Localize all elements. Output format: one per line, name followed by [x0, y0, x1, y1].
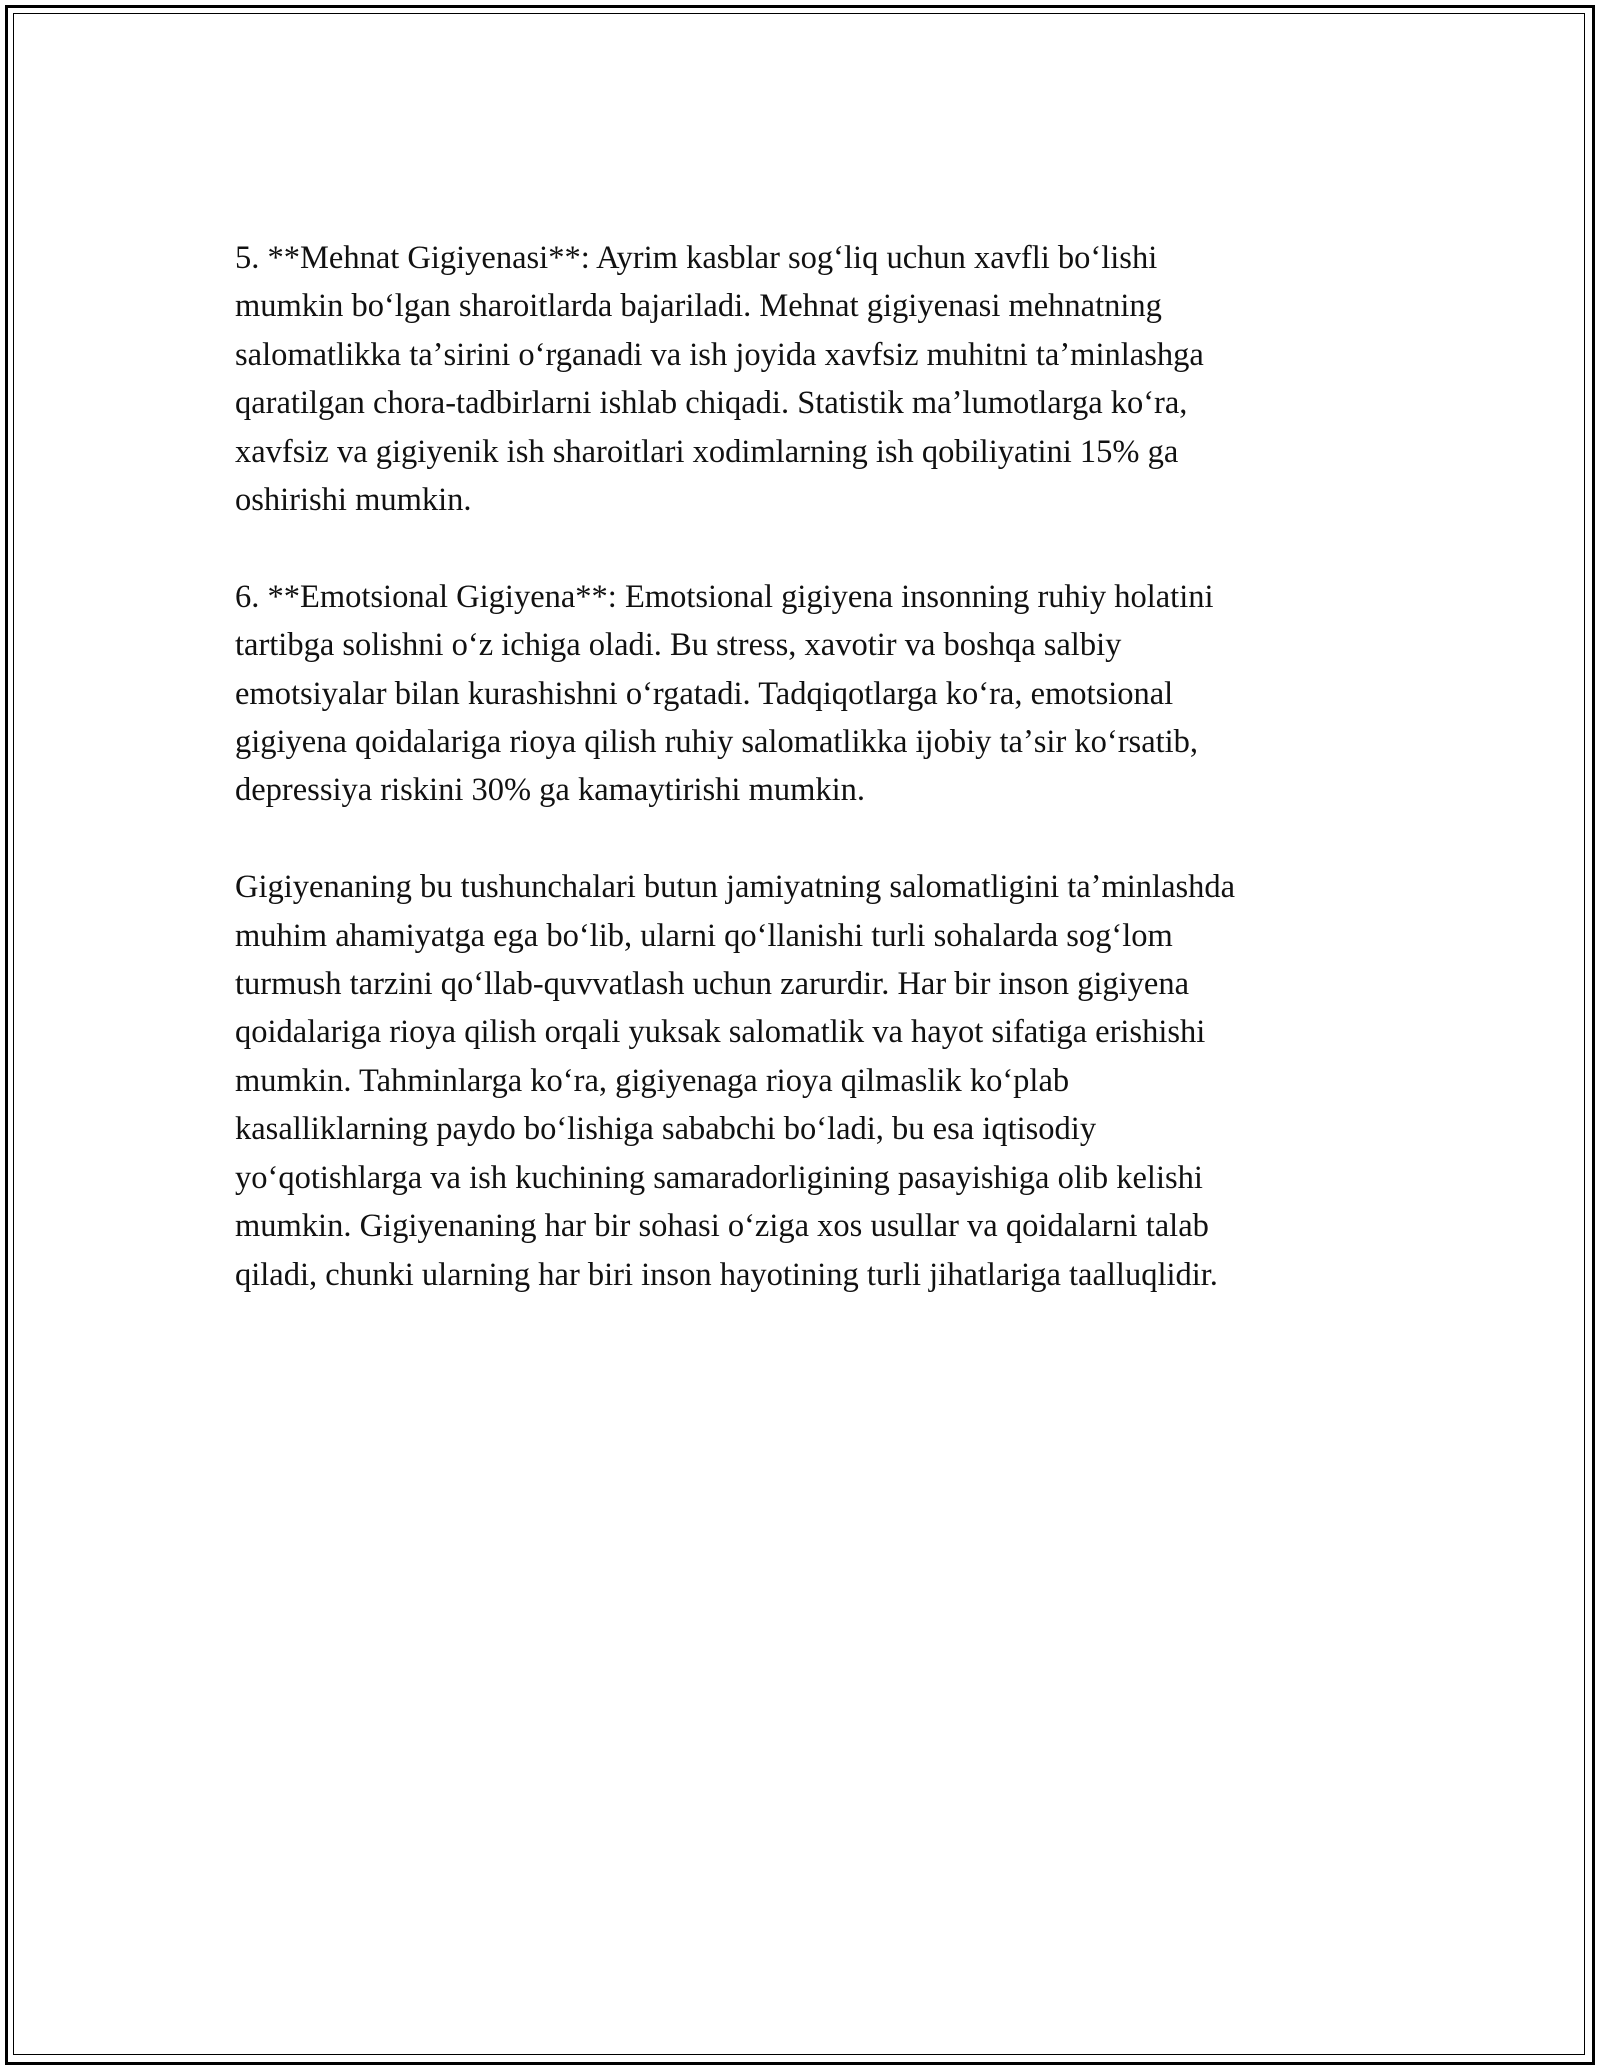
- document-body: [235, 234, 1415, 1299]
- paragraph-emotsional-gigiyena: 6. **Emotsional Gigiyena**: Emotsional gigiyena insonning ruhiy holatini tartibga solishni oʻz ichiga oladi. Bu stress, xavotir va boshqa salbiy emotsiyalar bilan kurashishni oʻrgatadi. Tadqiqotlarga koʻra, emotsional gigiyena qoidalariga rioya qilish ruhiy salomatlikka ijobiy taʼsir koʻrsatib, depressiya riskini 30% ga kamaytirishi mumkin.: [235, 578, 1214, 809]
- paragraph-conclusion: Gigiyenaning bu tushunchalari butun jamiyatning salomatligini taʼminlashda muhim ahamiyatga ega boʻlib, ularni qoʻllanishi turli sohalarda sogʻlom turmush tarzini qoʻllab-quvvatlash uchun zarurdir. Har bir inson gigiyena qoidalariga rioya qilish orqali yuksak salomatlik va hayot sifatiga erishishi mumkin. Tahminlarga koʻra, gigiyenaga rioya qilmaslik koʻplab kasalliklarning paydo boʻlishiga sababchi boʻladi, bu esa iqtisodiy yoʻqotishlarga va ish kuchining samaradorligining pasayishiga olib kelishi mumkin. Gigiyenaning har bir sohasi oʻziga xos usullar va qoidalarni talab qiladi, chunki ularning har biri inson hayotining turli jihatlariga taalluqlidir.: [235, 869, 1236, 1293]
- paragraph-mehnat-gigiyenasi: 5. **Mehnat Gigiyenasi**: Ayrim kasblar sogʻliq uchun xavfli boʻlishi mumkin boʻlgan sharoitlarda bajariladi. Mehnat gigiyenasi mehnatning salomatlikka taʼsirini oʻrganadi va ish joyida xavfsiz muhitni taʼminlashga qaratilgan chora-tadbirlarni ishlab chiqadi. Statistik maʼlumotlarga koʻra, xavfsiz va gigiyenik ish sharoitlari xodimlarning ish qobiliyatini 15% ga oshirishi mumkin.: [235, 240, 1204, 519]
